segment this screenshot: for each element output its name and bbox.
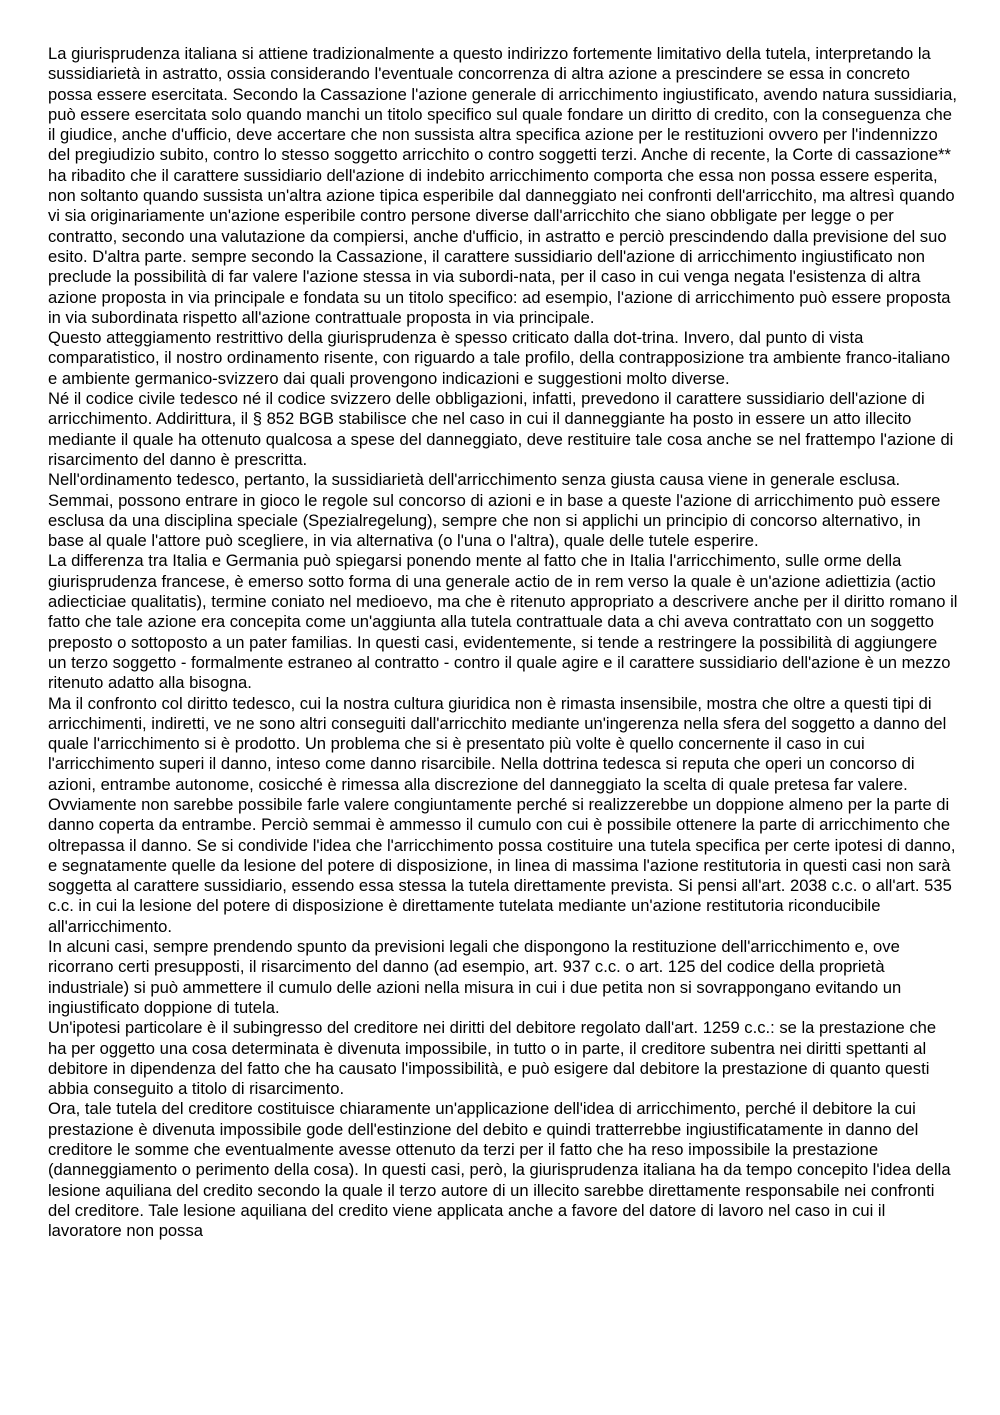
document-page bbox=[48, 44, 958, 1242]
paragraph-5: La differenza tra Italia e Germania può spiegarsi ponendo mente al fatto che in Italia l'arricchimento, sulle orme della giurisprudenza francese, è emerso sotto forma di una generale actio de in rem verso la quale è un'azione adiettizia (actio adiecticiae qualitatis), termine coniato nel medioevo, ma che è ritenuto appropriato a descrivere anche per il diritto romano il fatto che tale azione era concepita come un'aggiunta alla tutela contrattuale data a chi aveva contrattato con un soggetto preposto o sottoposto a un pater familias. In questi casi, evidentemente, si tende a restringere la possibilità di aggiungere un terzo soggetto - formalmente estraneo al contratto - contro il quale agire e il carattere sussidiario dell'azione è un mezzo ritenuto adatto alla bisogna. bbox=[48, 551, 958, 693]
paragraph-7: In alcuni casi, sempre prendendo spunto da previsioni legali che dispongono la restituzione dell'arricchimento e, ove ricorrano certi presupposti, il risarcimento del danno (ad esempio, art. 937 c.c. o art. 125 del codice della proprietà industriale) si può ammettere il cumulo delle azioni nella misura in cui i due petita non si sovrappongano evitando un ingiustificato doppione di tutela. bbox=[48, 937, 902, 1017]
paragraph-1: La giurisprudenza italiana si attiene tradizionalmente a questo indirizzo fortemente limitativo della tutela, interpretando la sussidiarietà in astratto, ossia considerando l'eventuale concorrenza di altra azione a prescindere se essa in concreto possa essere esercitata. Secondo la Cassazione l'azione generale di arricchimento ingiustificato, avendo natura sussidiaria, può essere esercitata solo quando manchi un titolo specifico sul quale fondare un diritto di credito, con la conseguenza che il giudice, anche d'ufficio, deve accertare che non sussista altra specifica azione per le restituzioni ovvero per l'indennizzo del pregiudizio subito, contro lo stesso soggetto arricchito o contro soggetti terzi. Anche di recente, la Corte di cassazione** ha ribadito che il carattere sussidiario dell'azione di indebito arricchimento comporta che essa non possa essere esperita, non soltanto quando sussista un'altra azione tipica esperibile dal danneggiato nei confronti dell'arricchito, ma altresì quando vi sia originariamente un'azione esperibile contro persone diverse dall'arricchito che siano obbligate per legge o per contratto, secondo una valutazione da compiersi, anche d'ufficio, in astratto e perciò prescindendo dalla previsione del suo esito. D'altra parte. sempre secondo la Cassazione, il carattere sussidiario dell'azione di arricchimento ingiustificato non preclude la possibilità di far valere l'azione stessa in via subordi-nata, per il caso in cui venga negata l'esistenza di altra azione proposta in via principale e fondata su un titolo specifico: ad esempio, l'azione di arricchimento può essere proposta in via subordinata rispetto all'azione contrattuale proposta in via principale. bbox=[48, 44, 957, 327]
paragraph-6: Ma il confronto col diritto tedesco, cui la nostra cultura giuridica non è rimasta insensibile, mostra che oltre a questi tipi di arricchimenti, indiretti, ve ne sono altri conseguiti dall'arricchito mediante un'ingerenza nella sfera del soggetto a danno del quale l'arricchimento si è prodotto. Un problema che si è presentato più volte è quello concernente il caso in cui l'arricchimento superi il danno, inteso come danno risarcibile. Nella dottrina tedesca si reputa che operi un concorso di azioni, entrambe autonome, cosicché è rimessa alla discrezione del danneggiato la scelta di quale pretesa far valere. Ovviamente non sarebbe possibile farle valere congiuntamente perché si realizzerebbe un doppione almeno per la parte di danno coperta da entrambe. Perciò semmai è ammesso il cumulo con cui è possibile ottenere la parte di arricchimento che oltrepassa il danno. Se si condivide l'idea che l'arricchimento possa costituire una tutela specifica per certe ipotesi di danno, e segnatamente quelle da lesione del potere di disposizione, in linea di massima l'azione restitutoria in questi casi non sarà soggetta al carattere sussidiario, essendo essa stessa la tutela direttamente prevista. Si pensi all'art. 2038 c.c. o all'art. 535 c.c. in cui la lesione del potere di disposizione è direttamente tutelata mediante un'azione restitutoria riconducibile all'arricchimento. bbox=[48, 693, 956, 936]
paragraph-8: Un'ipotesi particolare è il subingresso del creditore nei diritti del debitore regolato dall'art. 1259 c.c.: se la prestazione che ha per oggetto una cosa determinata è divenuta impossibile, in tutto o in parte, il creditore subentra nei diritti spettanti al debitore in dipendenza del fatto che ha causato l'impossibilità, e può esigere dal debitore la prestazione di quanto questi abbia conseguito a titolo di risarcimento. bbox=[48, 1018, 937, 1099]
paragraph-3: Né il codice civile tedesco né il codice svizzero delle obbligazioni, infatti, prevedono il carattere sussidiario dell'azione di arricchimento. Addirittura, il § 852 BGB stabilisce che nel caso in cui il danneggiante ha posto in essere un atto illecito mediante il quale ha ottenuto qualcosa a spese del danneggiato, deve restituire tale cosa anche se nel frattempo l'azione di risarcimento del danno è prescritta. bbox=[48, 389, 954, 469]
paragraph-9: Ora, tale tutela del creditore costituisce chiaramente un'applicazione dell'idea di arricchimento, perché il debitore la cui prestazione è divenuta impossibile gode dell'estinzione del debito e quindi tratterrebbe ingiustificatamente in danno del creditore le somme che eventualmente avesse ottenuto da terzi per il fatto che ha reso impossibile la prestazione (danneggiamento o perimento della cosa). In questi casi, però, la giurisprudenza italiana ha da tempo concepito l'idea della lesione aquiliana del credito secondo la quale il terzo autore di un illecito sarebbe direttamente responsabile nei confronti del creditore. Tale lesione aquiliana del credito viene applicata anche a favore del datore di lavoro nel caso in cui il lavoratore non possa bbox=[48, 1099, 951, 1241]
paragraph-4: Nell'ordinamento tedesco, pertanto, la sussidiarietà dell'arricchimento senza giusta causa viene in generale esclusa. Semmai, possono entrare in gioco le regole sul concorso di azioni e in base a queste l'azione di arricchimento può essere esclusa da una disciplina speciale (Spezialregelung), sempre che non si applichi un principio di concorso alternativo, in base al quale l'attore può scegliere, in via alternativa (o l'una o l'altra), quale delle tutele esperire. bbox=[48, 470, 941, 551]
paragraph-2: Questo atteggiamento restrittivo della giurisprudenza è spesso criticato dalla dot-trina. Invero, dal punto di vista comparatistico, il nostro ordinamento risente, con riguardo a tale profilo, della contrapposizione tra ambiente franco-italiano e ambiente germanico-svizzero dai quali provengono indicazioni e suggestioni molto diverse. bbox=[48, 328, 951, 388]
